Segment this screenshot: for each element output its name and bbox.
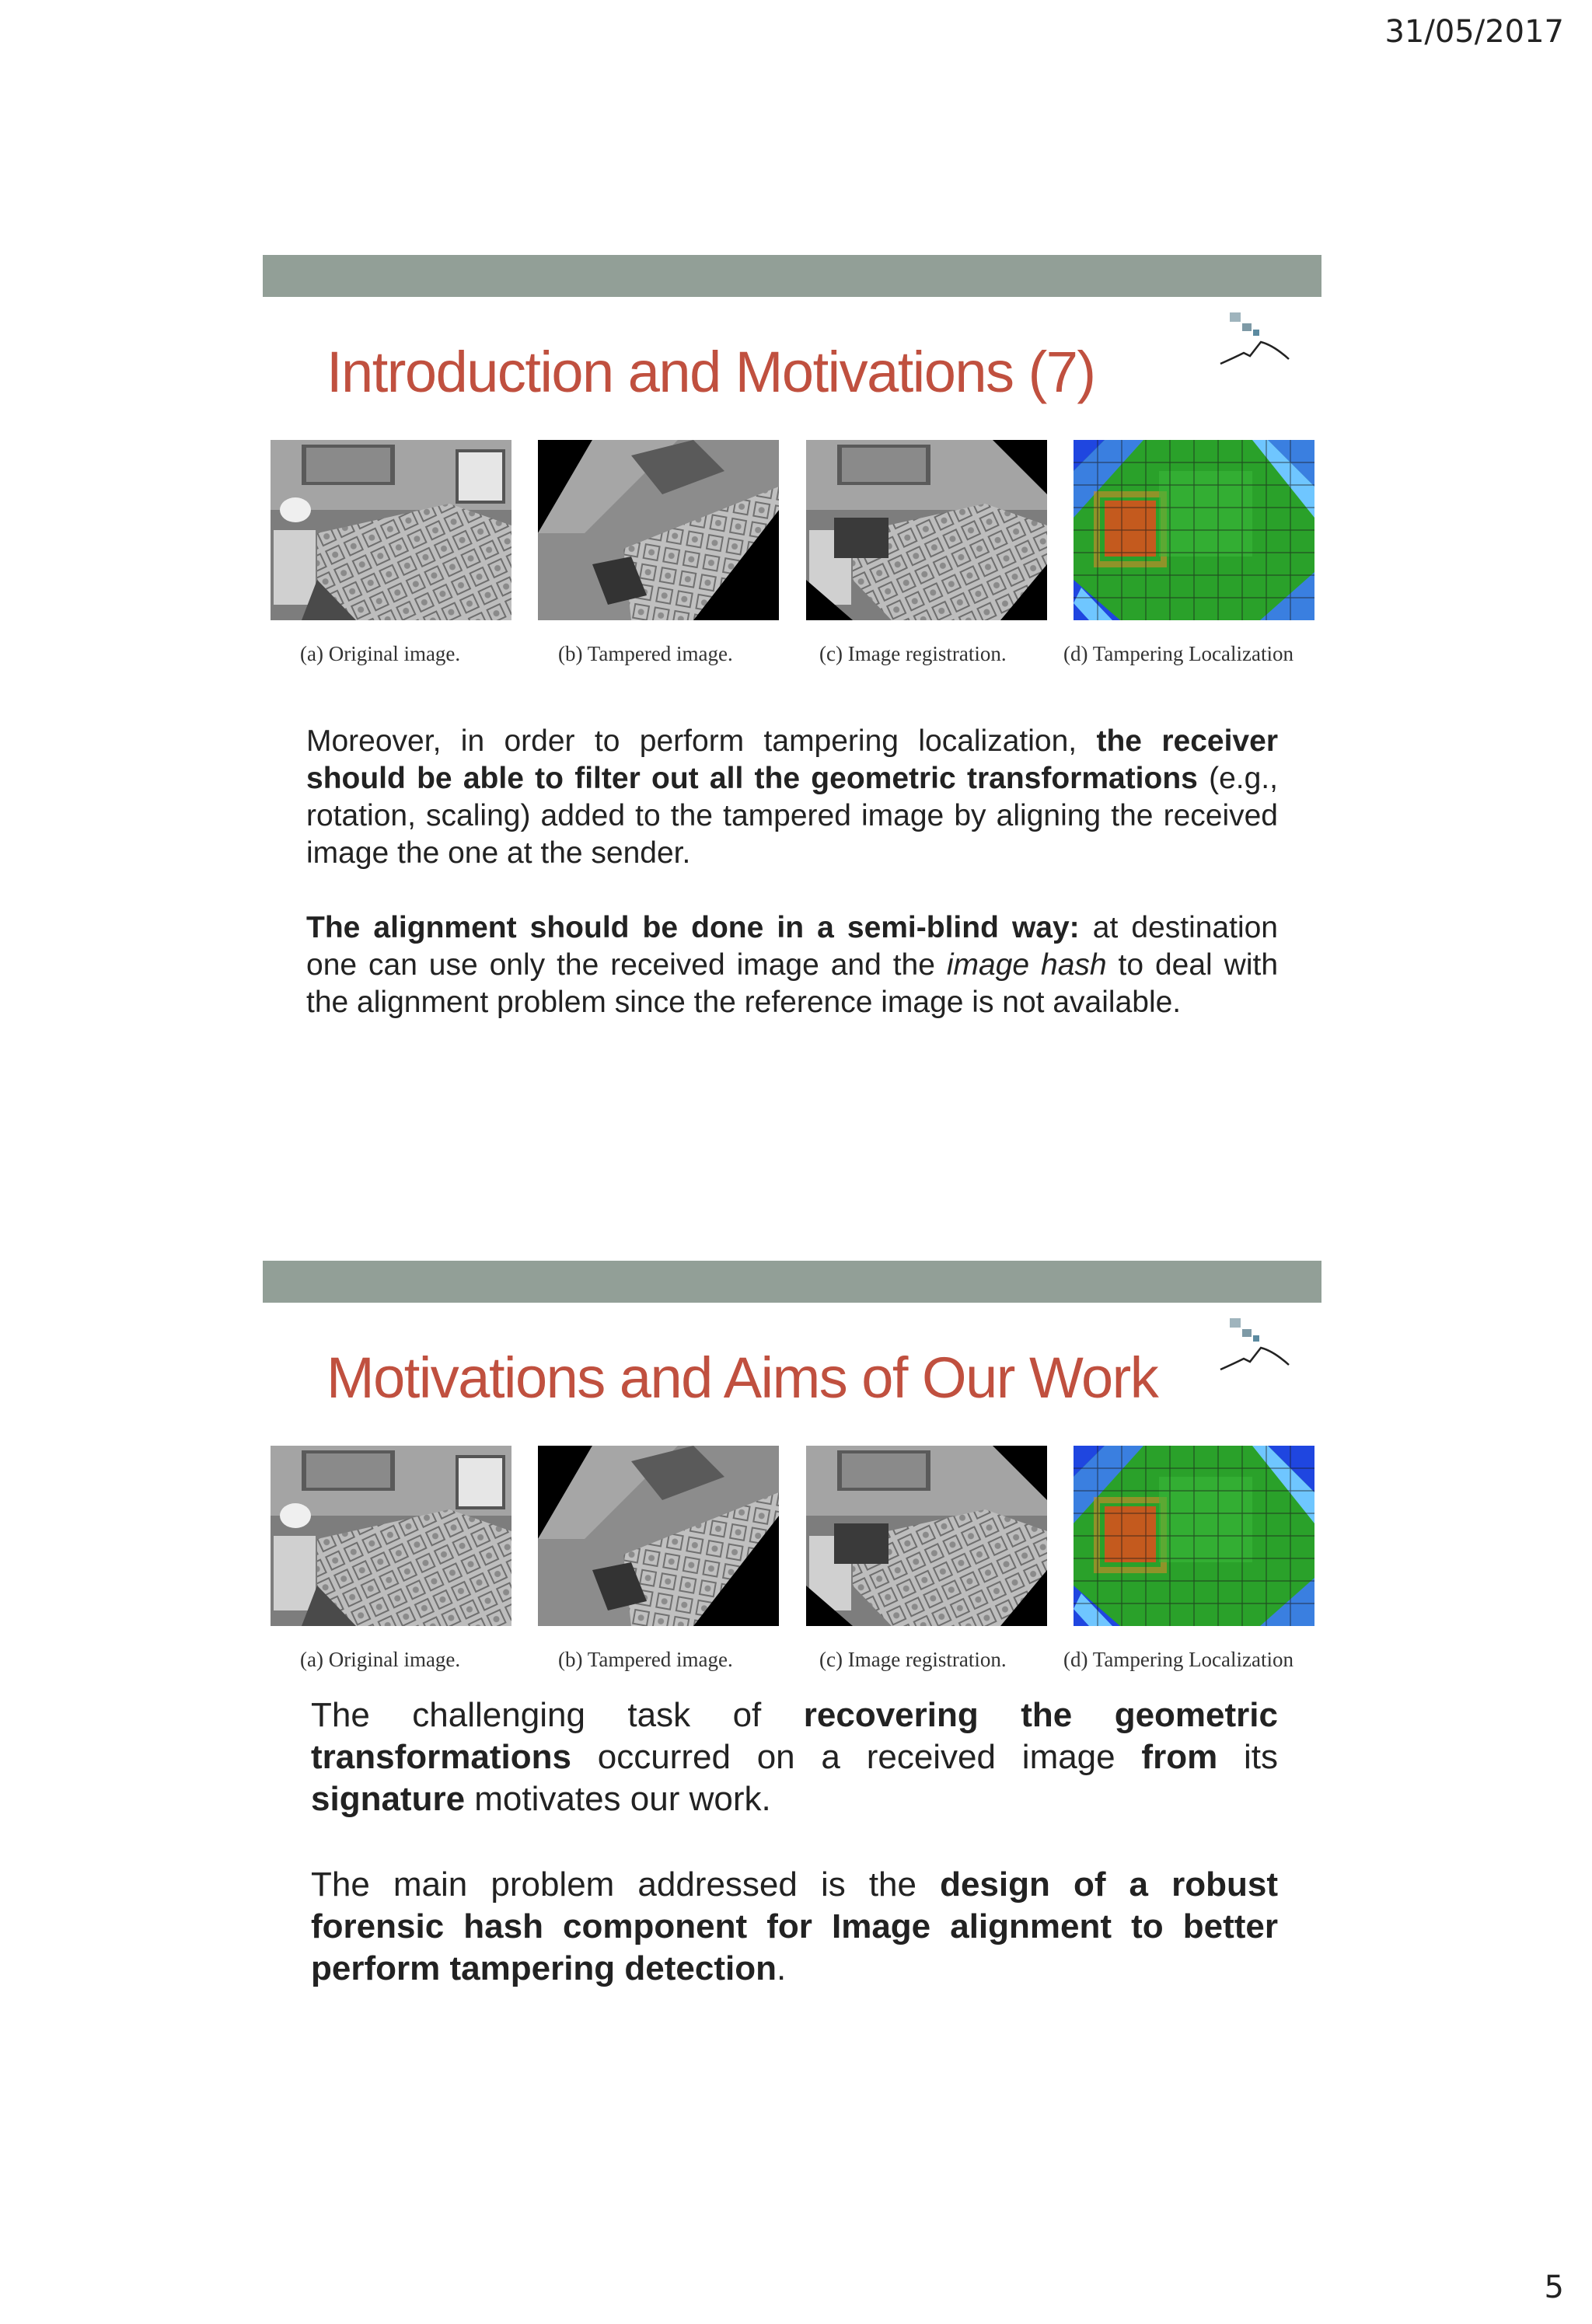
bedroom-photo-icon xyxy=(271,440,511,620)
text-run: The challenging task of xyxy=(311,1696,804,1734)
rotated-bedroom-photo-icon xyxy=(538,440,779,620)
text-run: to deal with the alignment problem since the reference image is not available. xyxy=(306,948,1279,1019)
caption-localization: (d) Tampering Localization xyxy=(1063,1648,1294,1671)
figure-row xyxy=(271,1446,1316,1632)
figure-row xyxy=(271,440,1316,626)
bold-text-run: signature xyxy=(311,1780,466,1818)
italic-text-run: image hash xyxy=(946,948,1107,982)
bold-text-run: the receiver should be able to filter out all the geometric transformations xyxy=(306,724,1278,795)
paragraph xyxy=(306,909,1278,1021)
page-number: 5 xyxy=(1544,2270,1564,2305)
text-run: (e.g., rotation, scaling) added to the tampered image by aligning the received image the one at the sender. xyxy=(306,762,1278,870)
tampering-heatmap-icon xyxy=(1074,1446,1314,1626)
text-run: . xyxy=(776,1949,787,1987)
slide-1 xyxy=(263,247,1321,1219)
text-run: at destination one can use only the received image and the xyxy=(306,911,1279,982)
bold-text-run: design of a robust forensic hash component for Image alignment to better perform tampering detection xyxy=(311,1865,1278,1987)
registered-bedroom-photo-icon xyxy=(806,1446,1047,1626)
page-date: 31/05/2017 xyxy=(1384,14,1564,50)
registered-bedroom-photo-icon xyxy=(806,440,1047,620)
tampering-heatmap-icon xyxy=(1074,440,1314,620)
figure-captions xyxy=(263,642,1321,673)
figure-captions xyxy=(263,1648,1321,1679)
caption-registration: (c) Image registration. xyxy=(819,1648,1007,1671)
text-run: Moreover, in order to perform tampering localization, xyxy=(306,724,1097,758)
rotated-bedroom-photo-icon xyxy=(538,1446,779,1626)
caption-registration: (c) Image registration. xyxy=(819,642,1007,665)
text-run: its xyxy=(1217,1738,1278,1776)
slide-body xyxy=(311,1694,1278,1990)
caption-localization: (d) Tampering Localization xyxy=(1063,642,1294,665)
slide-title: Motivations and Aims of Our Work xyxy=(326,1345,1158,1410)
slide-header-bar xyxy=(263,255,1321,297)
text-run: occurred on a received image xyxy=(571,1738,1142,1776)
paragraph xyxy=(311,1694,1278,1820)
paragraph xyxy=(306,723,1278,872)
caption-tampered: (b) Tampered image. xyxy=(558,642,733,665)
bedroom-photo-icon xyxy=(271,1446,511,1626)
university-logo-icon xyxy=(1219,311,1312,373)
university-logo-icon xyxy=(1219,1317,1312,1379)
bold-text-run: from xyxy=(1141,1738,1218,1776)
bold-text-run: recovering the geometric transformations xyxy=(311,1696,1278,1776)
slide-body xyxy=(306,723,1278,1021)
slide-header-bar xyxy=(263,1261,1321,1303)
bold-text-run: The alignment should be done in a semi-blind way: xyxy=(306,911,1080,944)
slide-title: Introduction and Motivations (7) xyxy=(326,340,1095,404)
slide-2 xyxy=(263,1253,1321,2225)
caption-tampered: (b) Tampered image. xyxy=(558,1648,733,1671)
text-run: motivates our work. xyxy=(465,1780,771,1818)
caption-original: (a) Original image. xyxy=(300,642,461,665)
caption-original: (a) Original image. xyxy=(300,1648,461,1671)
text-run: The main problem addressed is the xyxy=(311,1865,941,1904)
paragraph xyxy=(311,1864,1278,1990)
